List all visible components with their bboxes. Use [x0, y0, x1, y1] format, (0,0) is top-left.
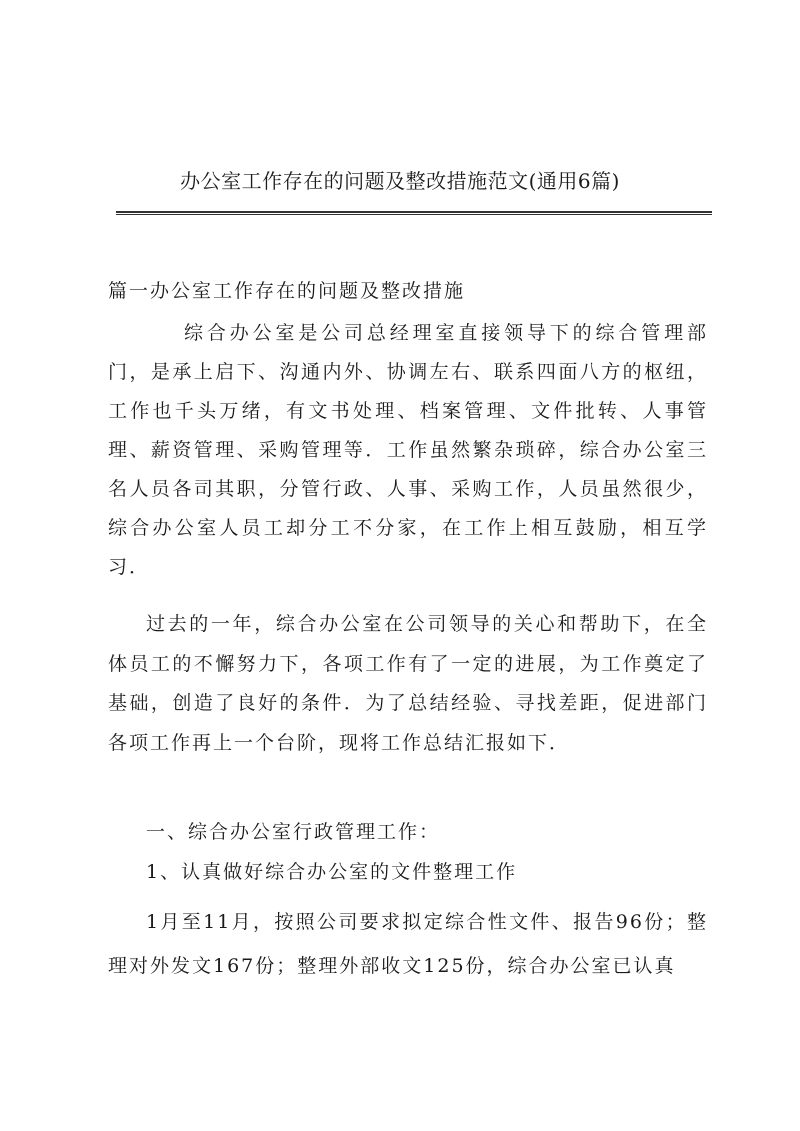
- paragraph-file-stats: 1月至11月，按照公司要求拟定综合性文件、报告96份；整理对外发文167份；整理外部收文125份，综合办公室已认真: [108, 911, 708, 977]
- title-divider: [116, 211, 712, 215]
- subheading-admin-work: 一、综合办公室行政管理工作：: [146, 821, 441, 843]
- paragraph-intro: 综合办公室是公司总经理室直接领导下的综合管理部门，是承上启下、沟通内外、协调左右、联系四面八方的枢纽，工作也千头万绪，有文书处理、档案管理、文件批转、人事管理、薪资管理、采购管理等．工作虽然繁杂琐碎，综合办公室三名人员各司其职，分管行政、人事、采购工作，人员虽然很少，综合办公室人员工却分工不分家，在工作上相互鼓励，相互学习．: [108, 322, 708, 578]
- section-heading: 篇一办公室工作存在的问题及整改措施: [108, 280, 466, 302]
- subheading-file-work: 1、认真做好综合办公室的文件整理工作: [146, 861, 518, 883]
- paragraph-summary: 过去的一年，综合办公室在公司领导的关心和帮助下，在全体员工的不懈努力下，各项工作有了一定的进展，为工作奠定了基础，创造了良好的条件．为了总结经验、寻找差距，促进部门各项工作再上一个台阶，现将工作总结汇报如下．: [108, 613, 708, 754]
- document-title: 办公室工作存在的问题及整改措施范文(通用6篇): [180, 169, 620, 193]
